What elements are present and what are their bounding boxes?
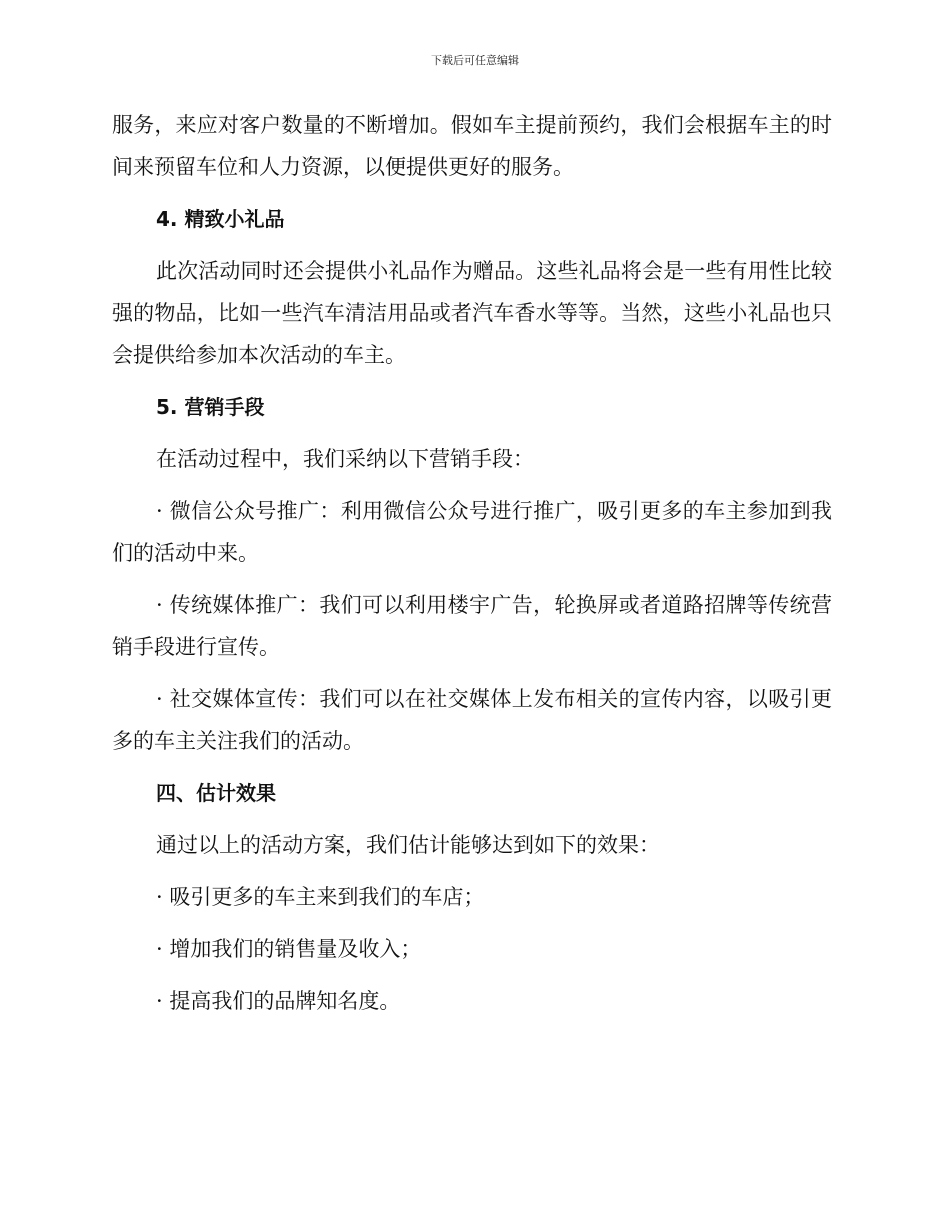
paragraph-gifts: 此次活动同时还会提供小礼品作为赠品。这些礼品将会是一些有用性比较强的物品，比如一些汽车清洁用品或者汽车香水等等。当然，这些小礼品也只会提供给参加本次活动的车主。 — [112, 259, 832, 367]
bullet-traditional-media: · 传统媒体推广：我们可以利用楼宇广告，轮换屏或者道路招牌等传统营销手段进行宣传。 — [112, 593, 832, 659]
heading-gifts: 4. 精致小礼品 — [156, 207, 285, 231]
paragraph-marketing-intro: 在活动过程中，我们采纳以下营销手段： — [156, 447, 534, 471]
paragraph-service: 服务，来应对客户数量的不断增加。假如车主提前预约，我们会根据车主的时间来预留车位和人力资源，以便提供更好的服务。 — [112, 113, 832, 179]
page-header: 下载后可任意编辑 — [431, 54, 519, 67]
bullet-social-media: · 社交媒体宣传：我们可以在社交媒体上发布相关的宣传内容，以吸引更多的车主关注我们的活动。 — [112, 687, 832, 753]
heading-marketing: 5. 营销手段 — [156, 395, 265, 419]
document-body — [112, 104, 832, 1032]
effect-item-sales: · 增加我们的销售量及收入； — [156, 937, 422, 961]
paragraph-effect-intro: 通过以上的活动方案，我们估计能够达到如下的效果： — [156, 833, 660, 857]
bullet-wechat: · 微信公众号推广：利用微信公众号进行推广，吸引更多的车主参加到我们的活动中来。 — [112, 499, 832, 565]
effect-item-attract: · 吸引更多的车主来到我们的车店； — [156, 885, 485, 909]
effect-item-brand: · 提高我们的品牌知名度。 — [156, 989, 401, 1013]
heading-expected-effect: 四、估计效果 — [156, 781, 276, 805]
